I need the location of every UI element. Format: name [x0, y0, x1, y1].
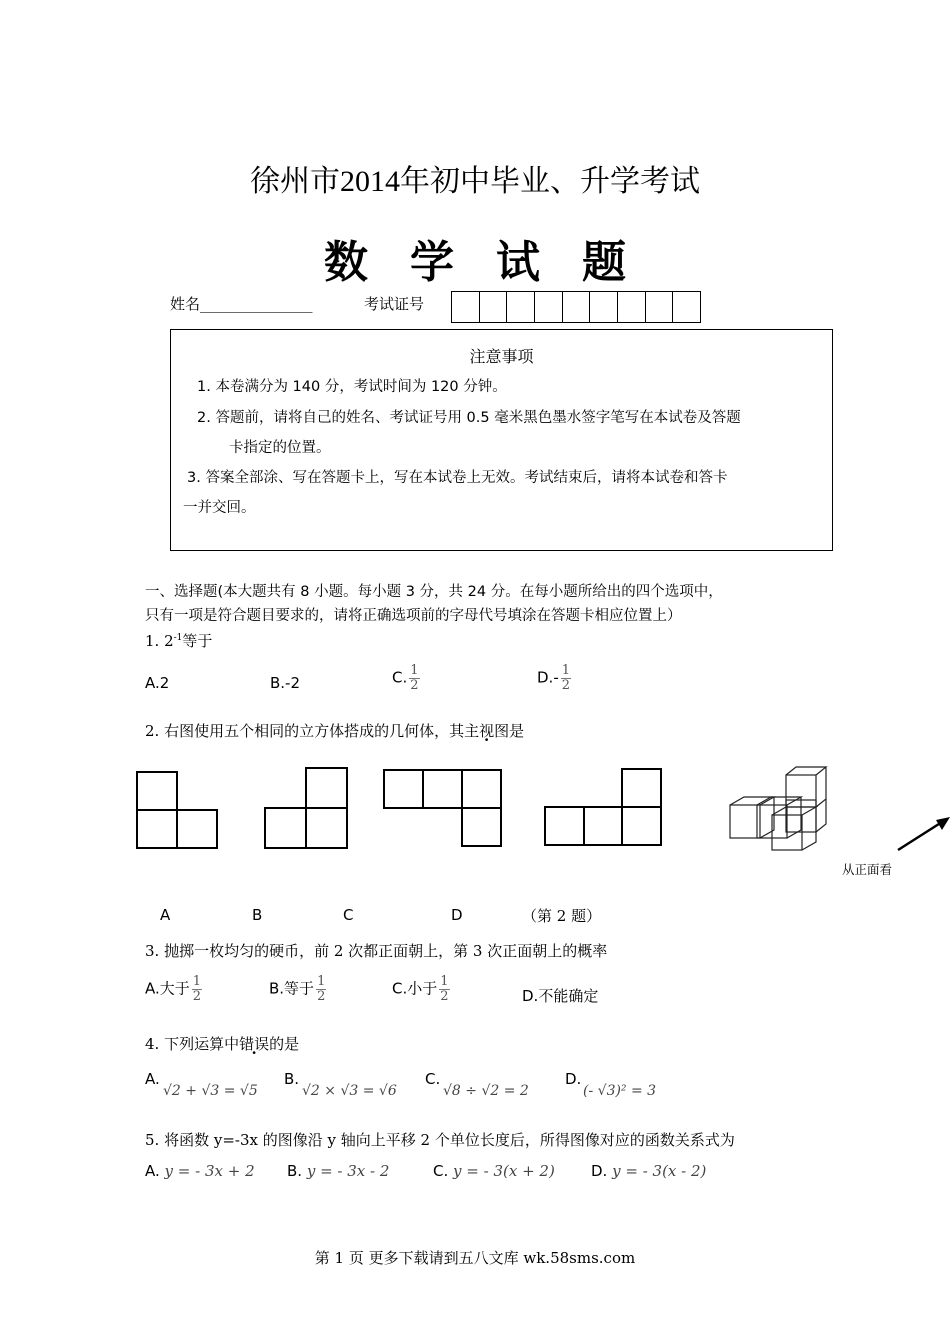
q1-c-fraction: $\frac{1}{2}$: [410, 663, 419, 693]
q2-figure-a: [137, 772, 217, 848]
q2-figures: [0, 760, 950, 910]
q4-d-expression: (- √3)² = 3: [583, 1083, 657, 1099]
name-blank: _______________: [200, 295, 313, 313]
q3-option-c[interactable]: C.小于 $\frac{1}{2}$: [392, 974, 449, 1004]
subject-title: 数学试题: [324, 237, 668, 288]
q1-d-fraction: $\frac{1}{2}$: [561, 663, 571, 693]
q4-option-c[interactable]: C.: [425, 1070, 441, 1088]
question-2: 2. 右图使用五个相同的立方体搭成的几何体，其主视图是: [145, 722, 525, 740]
q3-option-b[interactable]: B.等于 $\frac{1}{2}$: [269, 974, 326, 1004]
q2-figure-c: [384, 770, 501, 846]
question-1: [145, 630, 212, 651]
q5-option-a[interactable]: A. y = - 3x + 2: [145, 1162, 255, 1180]
q1-option-b[interactable]: B.-2: [270, 674, 301, 692]
q4-c-expression: √8 ÷ √2 = 2: [443, 1083, 529, 1099]
notice-item-3: 3. 答案全部涂、写在答题卡上，写在本试卷上无效。考试结束后，请将本试卷和答卡: [187, 470, 728, 486]
exam-title: 徐州市2014年初中毕业、升学考试: [250, 165, 700, 198]
q4-emphasis: 错误: [239, 1035, 270, 1053]
q2-label-a: A: [160, 906, 171, 924]
q2-emphasis: 主视图: [464, 722, 510, 740]
q2-label-c: C: [343, 906, 354, 924]
q4-option-d[interactable]: D.: [565, 1070, 582, 1088]
q2-figure-d: [545, 769, 661, 845]
q5-option-c[interactable]: C. y = - 3(x + 2): [433, 1162, 555, 1180]
question-4: 4. 下列运算中错误的是: [145, 1035, 300, 1053]
q1-d-label: D.-: [537, 668, 559, 687]
q2-cube-figure: [730, 767, 826, 850]
section-heading-2: 只有一项是符合题目要求的，请将正确选项前的字母代号填涂在答题卡相应位置上）: [145, 608, 682, 624]
id-label: 考试证号: [364, 295, 425, 313]
q1-option-a[interactable]: A.2: [145, 674, 170, 692]
notice-item-2-cont: 卡指定的位置。: [229, 440, 331, 456]
section-heading-1: 一、选择题(本大题共有 8 小题。每小题 3 分，共 24 分。在每小题所给出的四个选项中，: [145, 584, 723, 600]
q2-label-b: B: [252, 906, 263, 924]
q4-b-expression: √2 × √3 = √6: [302, 1083, 397, 1099]
q1-suffix: 等于: [182, 632, 213, 650]
q1-option-c[interactable]: [392, 664, 420, 693]
q2-caption: （第 2 题）: [522, 907, 602, 925]
q4-a-expression: √2 + √3 = √5: [163, 1083, 258, 1099]
q4-option-a[interactable]: A.: [145, 1070, 160, 1088]
q2-figure-b: [265, 768, 347, 848]
notice-item-1: 1. 本卷满分为 140 分，考试时间为 120 分钟。: [197, 379, 507, 395]
name-label: 姓名: [170, 295, 201, 313]
q3-option-d[interactable]: D.不能确定: [522, 987, 599, 1005]
question-5: 5. 将函数 y=-3x 的图像沿 y 轴向上平移 2 个单位长度后，所得图像对应的函数关系式为: [145, 1131, 735, 1149]
q1-c-label: C.: [392, 668, 408, 687]
q1-number: 1.: [145, 632, 160, 650]
page-footer: 第 1 页 更多下载请到五八文库 wk.58sms.com: [314, 1249, 636, 1267]
q5-option-b[interactable]: B. y = - 3x - 2: [287, 1162, 390, 1180]
notice-item-3-cont: 一并交回。: [183, 500, 256, 516]
q2-view-arrow: [898, 817, 950, 850]
q2-front-view-label: 从正面看: [842, 862, 893, 877]
q4-option-b[interactable]: B.: [284, 1070, 300, 1088]
name-field: [170, 293, 313, 314]
q3-option-a[interactable]: A.大于 $\frac{1}{2}$: [145, 974, 202, 1004]
notice-item-2: 2. 答题前，请将自己的姓名、考试证号用 0.5 毫米黑色墨水签字笔写在本试卷及答题: [197, 410, 741, 426]
q1-exp: -1: [173, 633, 183, 643]
notice-title: 注意事项: [469, 347, 534, 366]
q1-base: 2: [164, 632, 174, 650]
notice-box: [170, 329, 833, 551]
q2-label-d: D: [451, 906, 463, 924]
question-3: 3. 抛掷一枚均匀的硬币，前 2 次都正面朝上，第 3 次正面朝上的概率: [145, 942, 608, 960]
q5-option-d[interactable]: D. y = - 3(x - 2): [591, 1162, 707, 1180]
q1-option-d[interactable]: [537, 664, 571, 693]
id-boxes: [451, 291, 701, 323]
